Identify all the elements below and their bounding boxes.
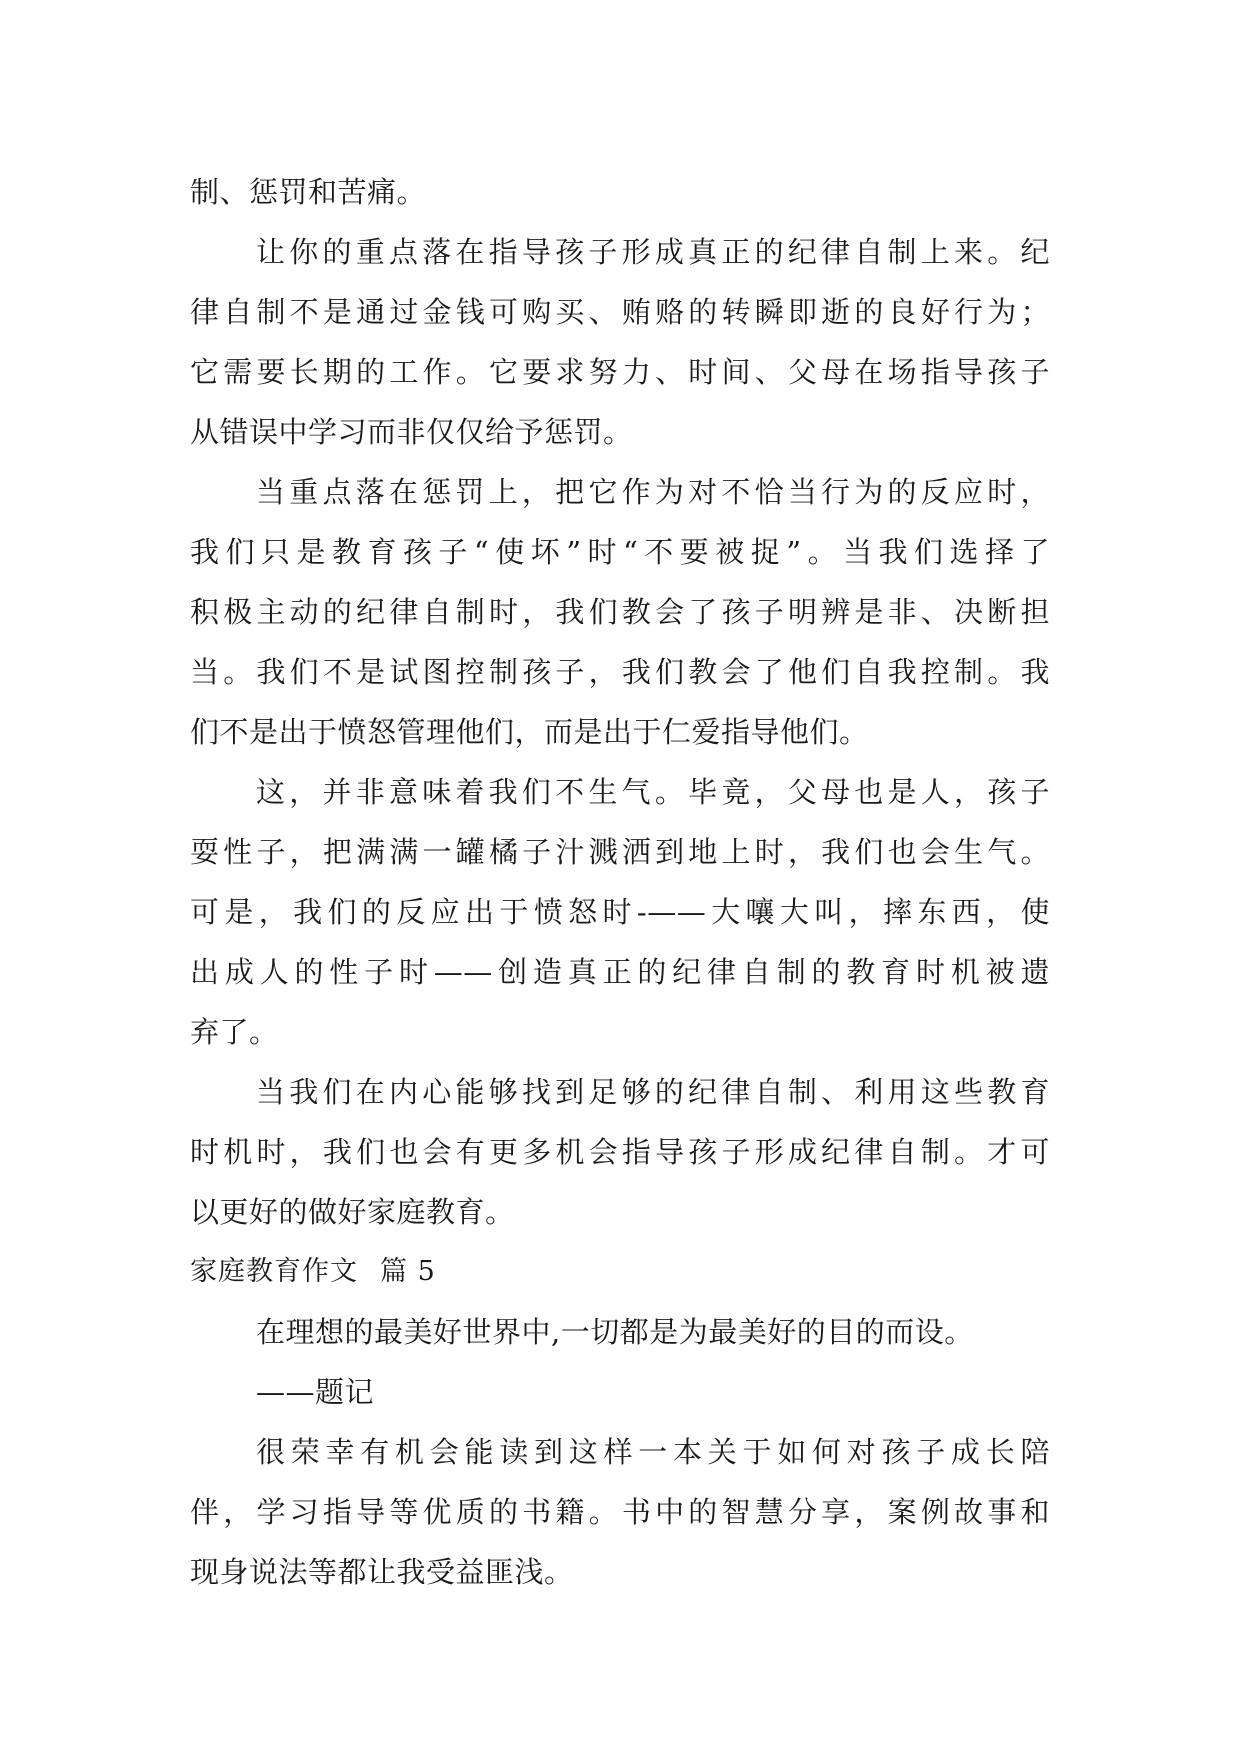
text-line: 让你的重点落在指导孩子形成真正的纪律自制上来。纪 — [256, 235, 1050, 269]
epigraph — [190, 1302, 1050, 1422]
text-line: 积极主动的纪律自制时，我们教会了孩子明辨是非、决断担 — [190, 595, 1050, 629]
text-line: 当重点落在惩罚上，把它作为对不恰当行为的反应时， — [256, 475, 1050, 509]
paragraph-5 — [190, 1062, 1050, 1242]
text-line: 律自制不是通过金钱可购买、贿赂的转瞬即逝的良好行为； — [190, 295, 1050, 329]
document-page — [190, 162, 1050, 1602]
epigraph-attribution: ——题记 — [256, 1375, 375, 1409]
text-line: 时机时，我们也会有更多机会指导孩子形成纪律自制。才可 — [190, 1135, 1050, 1169]
paragraph-2 — [190, 222, 1050, 462]
section-heading — [190, 1242, 1050, 1302]
text-line: 出成人的性子时——创造真正的纪律自制的教育时机被遗 — [190, 955, 1050, 989]
text-line: 现身说法等都让我受益匪浅。 — [190, 1555, 574, 1589]
paragraph-1 — [190, 162, 1050, 222]
text-line: 这，并非意味着我们不生气。毕竟，父母也是人，孩子 — [256, 775, 1050, 809]
text-line: 耍性子，把满满一罐橘子汁溅洒到地上时，我们也会生气。 — [190, 835, 1050, 869]
text-line: 它需要长期的工作。它要求努力、时间、父母在场指导孩子 — [190, 355, 1050, 389]
paragraph-4 — [190, 762, 1050, 1062]
heading-number: 篇 5 — [380, 1256, 436, 1287]
text-line: 很荣幸有机会能读到这样一本关于如何对孩子成长陪 — [256, 1435, 1050, 1469]
paragraph-3 — [190, 462, 1050, 762]
text-line: 可是，我们的反应出于愤怒时-——大嚷大叫，摔东西，使 — [190, 895, 1050, 929]
epigraph-text: 在理想的最美好世界中,一切都是为最美好的目的而设。 — [256, 1315, 974, 1349]
text-line: 以更好的做好家庭教育。 — [190, 1195, 515, 1229]
text-line: 当我们在内心能够找到足够的纪律自制、利用这些教育 — [256, 1075, 1050, 1109]
text-line: 伴，学习指导等优质的书籍。书中的智慧分享，案例故事和 — [190, 1495, 1050, 1529]
text-line: 当。我们不是试图控制孩子，我们教会了他们自我控制。我 — [190, 655, 1050, 689]
paragraph-closing — [190, 1422, 1050, 1602]
text-line: 制、惩罚和苦痛。 — [190, 175, 427, 209]
text-line: 我们只是教育孩子“使坏”时“不要被捉”。当我们选择了 — [190, 535, 1050, 569]
text-line: 从错误中学习而非仅仅给予惩罚。 — [190, 415, 633, 449]
text-line: 弃了。 — [190, 1015, 279, 1049]
heading-title: 家庭教育作文 — [190, 1256, 358, 1287]
text-line: 们不是出于愤怒管理他们，而是出于仁爱指导他们。 — [190, 715, 869, 749]
